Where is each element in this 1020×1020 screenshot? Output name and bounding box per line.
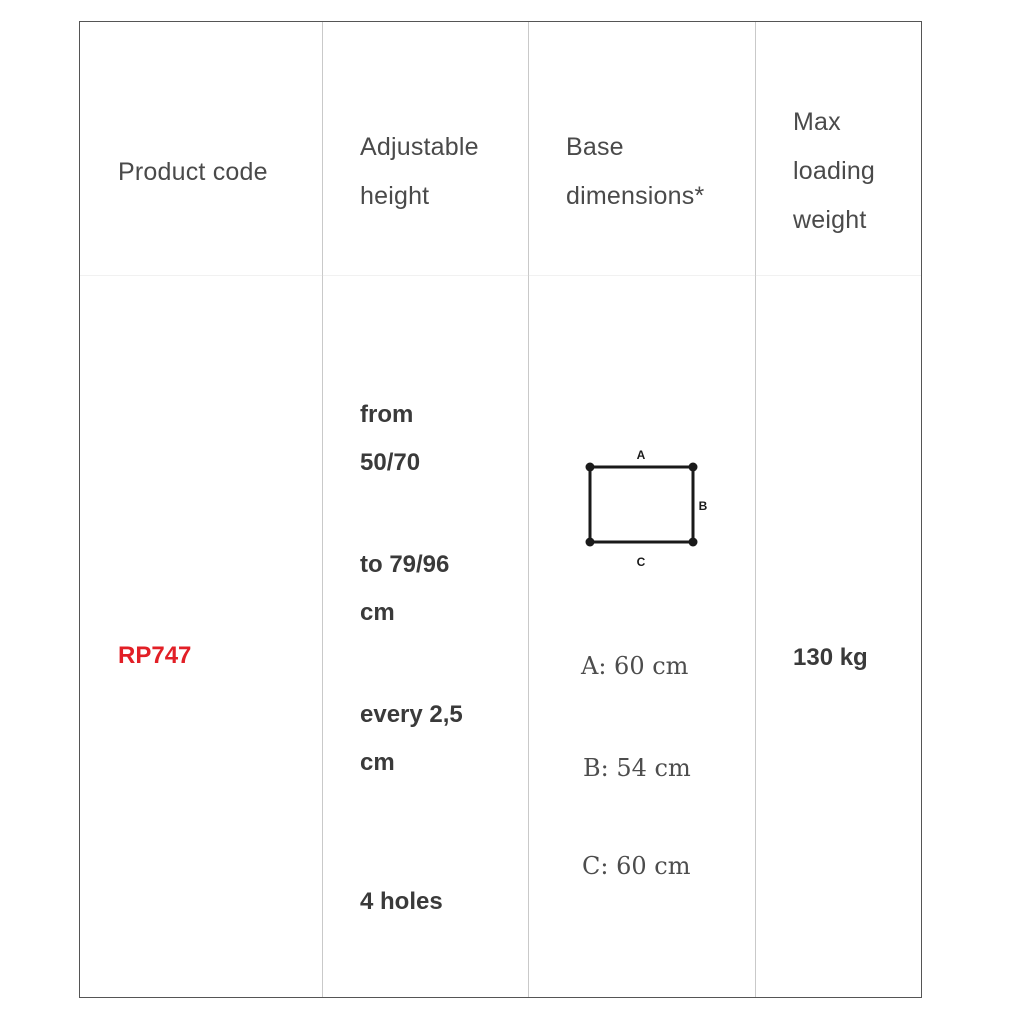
spec-table xyxy=(79,21,922,998)
base-rectangle xyxy=(590,467,693,542)
dimension-a: A: 60 cm xyxy=(581,652,689,680)
height-holes: 4 holes xyxy=(360,888,443,915)
dimension-c: C: 60 cm xyxy=(582,852,691,880)
header-product-code: Product code xyxy=(118,158,268,186)
corner-dot xyxy=(689,538,698,547)
corner-dot xyxy=(689,463,698,472)
height-to: to 79/96 cm xyxy=(360,551,450,626)
header-adjustable-height: Adjustable height xyxy=(360,133,479,210)
column-divider xyxy=(528,22,529,997)
product-code-value: RP747 xyxy=(118,642,192,669)
column-divider xyxy=(755,22,756,997)
corner-dot xyxy=(586,463,595,472)
corner-dot xyxy=(586,538,595,547)
column-divider xyxy=(322,22,323,997)
base-dimensions-diagram xyxy=(575,439,715,599)
header-max-loading-weight: Max loading weight xyxy=(793,108,876,234)
diagram-label-a: A xyxy=(636,448,646,462)
height-from: from 50/70 xyxy=(360,401,421,476)
height-step: every 2,5 cm xyxy=(360,701,463,776)
diagram-label-c: C xyxy=(636,555,646,569)
max-weight-value: 130 kg xyxy=(793,644,868,671)
diagram-label-b: B xyxy=(698,499,708,513)
header-divider xyxy=(80,275,921,276)
header-base-dimensions: Base dimensions* xyxy=(566,133,705,210)
dimension-b: B: 54 cm xyxy=(583,754,691,782)
